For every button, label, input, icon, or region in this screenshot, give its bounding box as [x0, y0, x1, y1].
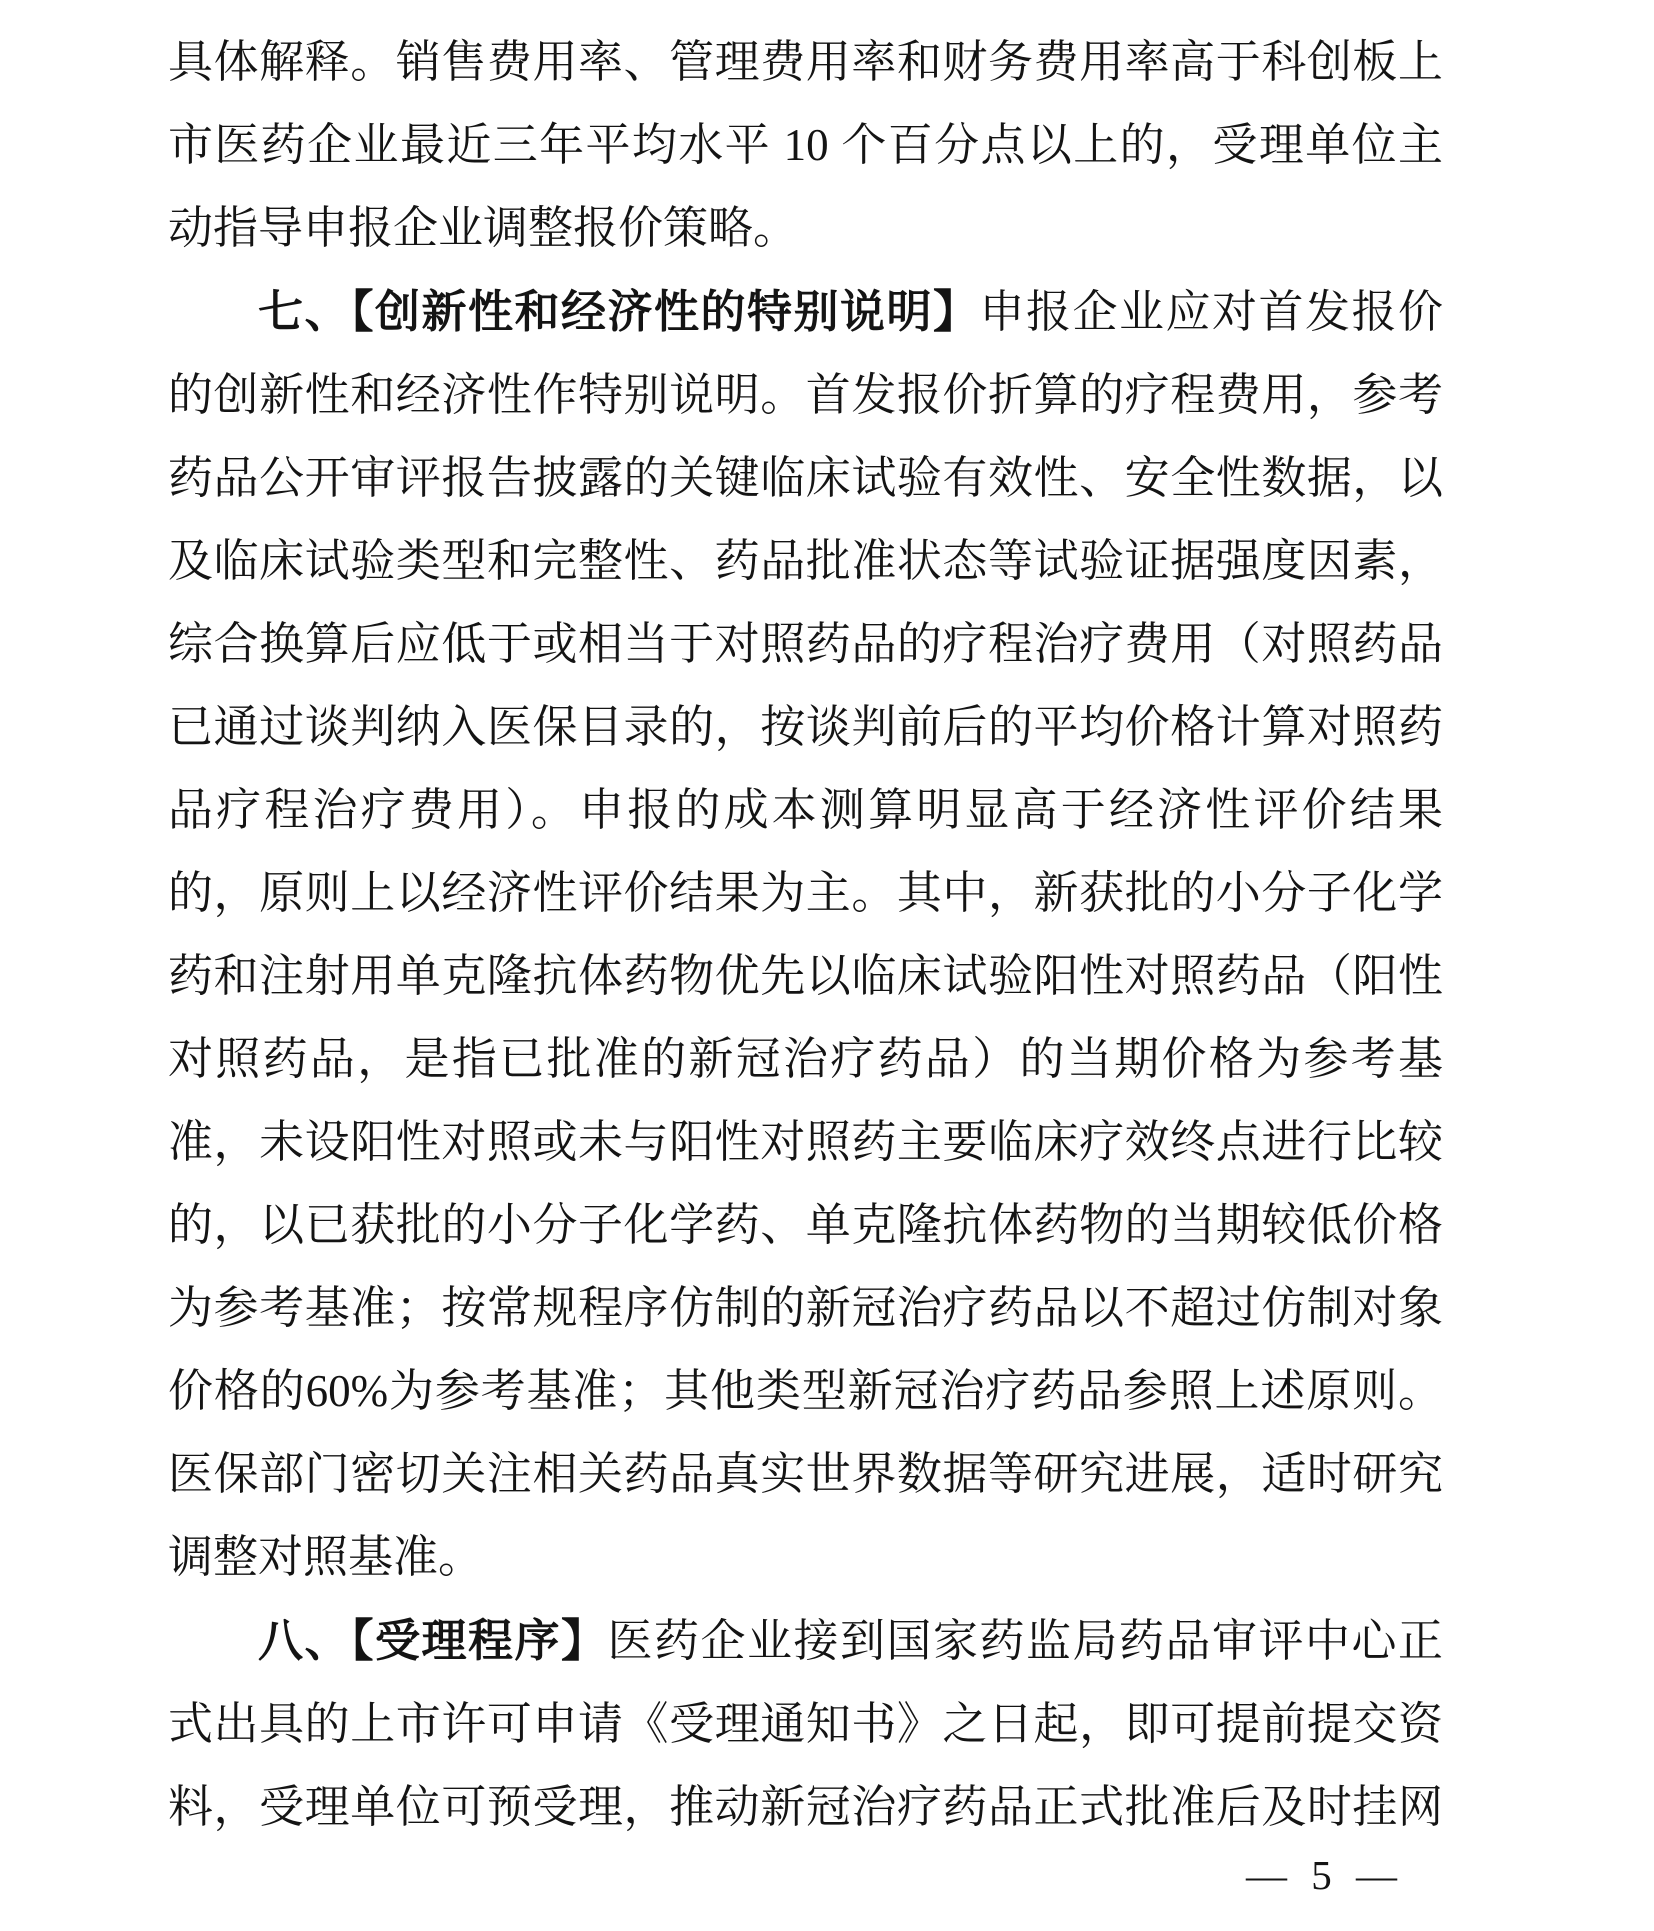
paragraph	[168, 270, 1443, 1599]
section-heading: 八、【受理程序】	[258, 1615, 608, 1666]
body-text: 具体解释。销售费用率、管理费用率和财务费用率高于科创板上市医药企业最近三年平均水平 10 个百分点以上的，受理单位主动指导申报企业调整报价策略。	[168, 37, 1443, 253]
body-text: 申报企业应对首发报价的创新性和经济性作特别说明。首发报价折算的疗程费用，参考药品公开审评报告披露的关键临床试验有效性、安全性数据，以及临床试验类型和完整性、药品批准状态等试验证据强度因素，综合换算后应低于或相当于对照药品的疗程治疗费用（对照药品已通过谈判纳入医保目录的，按谈判前后的平均价格计算对照药品疗程治疗费用）。申报的成本测算明显高于经济性评价结果的，原则上以经济性评价结果为主。其中，新获批的小分子化学药和注射用单克隆抗体药物优先以临床试验阳性对照药品（阳性对照药品，是指已批准的新冠治疗药品）的当期价格为参考基准，未设阳性对照或未与阳性对照药主要临床疗效终点进行比较的，以已获批的小分子化学药、单克隆抗体药物的当期较低价格为参考基准；按常规程序仿制的新冠治疗药品以不超过仿制对象价格的60%为参考基准；其他类型新冠治疗药品参照上述原则。医保部门密切关注相关药品真实世界数据等研究进展，适时研究调整对照基准。	[168, 287, 1443, 1582]
document-body	[168, 21, 1443, 1849]
paragraph	[168, 1599, 1443, 1849]
paragraph	[168, 21, 1443, 270]
page-number: — 5 —	[1246, 1852, 1397, 1898]
body-text: 医药企业接到国家药监局药品审评中心正式出具的上市许可申请《受理通知书》之日起，即可提前提交资料，受理单位可预受理，推动新冠治疗药品正式批准后及时挂网	[168, 1616, 1443, 1832]
section-heading: 七、【创新性和经济性的特别说明】	[258, 286, 980, 337]
